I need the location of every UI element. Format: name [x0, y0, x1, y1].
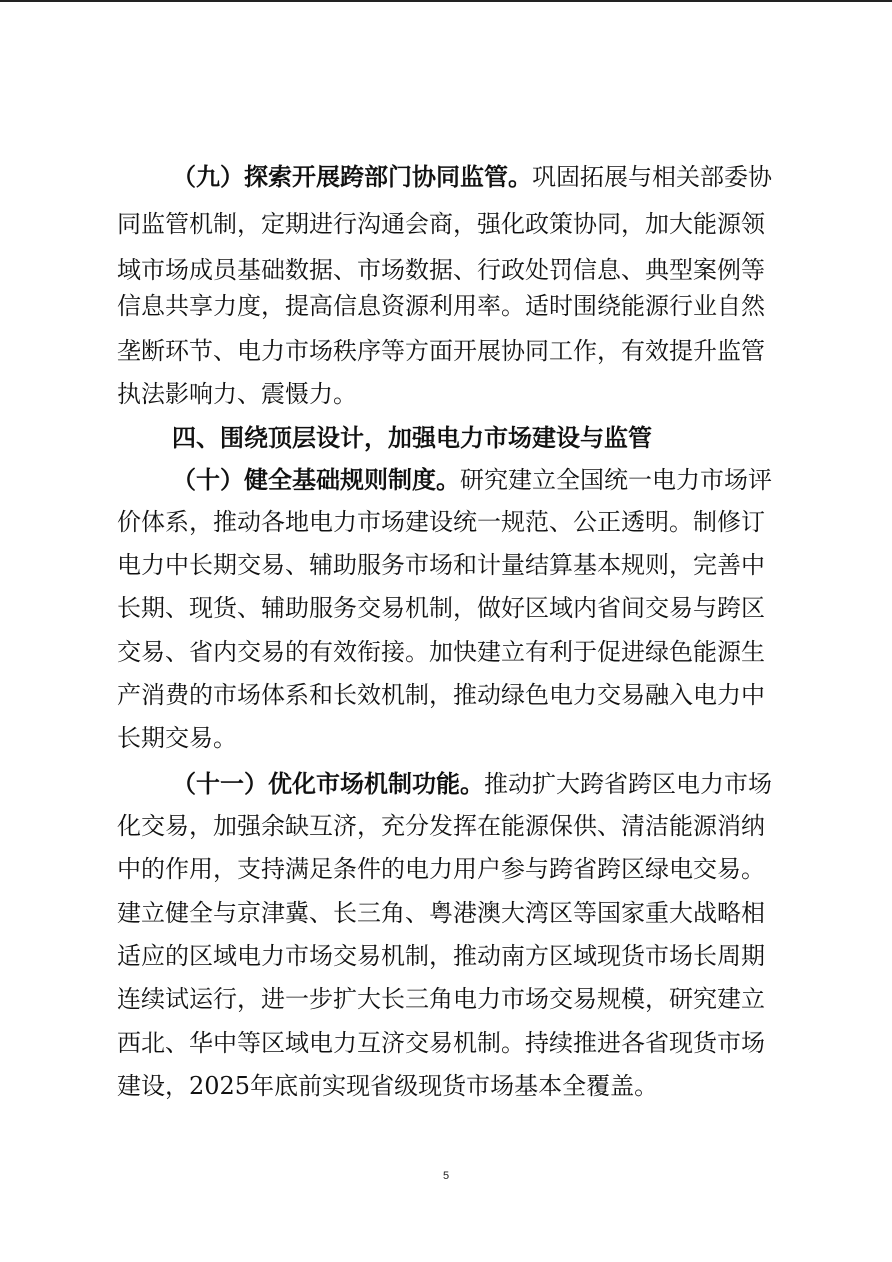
- section-9-line-3: 域市场成员基础数据、市场数据、行政处罚信息、典型案例等: [117, 256, 765, 284]
- section-10-text: 研究建立全国统一电力市场评: [460, 466, 772, 494]
- section-10-line-4: 长期、现货、辅助服务交易机制，做好区域内省间交易与跨区: [117, 594, 765, 622]
- section-9-line-6: 执法影响力、震慑力。: [117, 380, 357, 408]
- section-11-line-5: 适应的区域电力市场交易机制，推动南方区域现货市场长周期: [117, 942, 765, 970]
- section-11-line-7: 西北、华中等区域电力互济交易机制。持续推进各省现货市场: [117, 1029, 765, 1057]
- section-10-line-2: 价体系，推动各地电力市场建设统一规范、公正透明。制修订: [117, 508, 765, 536]
- section-11-line-8: 建设，2025年底前实现省级现货市场基本全覆盖。: [117, 1072, 659, 1100]
- section-9-line-2: 同监管机制，定期进行沟通会商，强化政策协同，加大能源领: [117, 210, 765, 238]
- section-11-line-6: 连续试运行，进一步扩大长三角电力市场交易规模，研究建立: [117, 985, 765, 1013]
- section-11-line-1: [0, 764, 892, 804]
- section-9-line-4: 信息共享力度，提高信息资源利用率。适时围绕能源行业自然: [117, 292, 765, 320]
- section-10-line-6: 产消费的市场体系和长效机制，推动绿色电力交易融入电力中: [117, 681, 765, 709]
- section-10-line-5: 交易、省内交易的有效衔接。加快建立有利于促进绿色能源生: [117, 638, 765, 666]
- section-11-text: 推动扩大跨省跨区电力市场: [484, 770, 772, 798]
- top-border: [0, 0, 892, 2]
- section-9-text: 巩固拓展与相关部委协: [532, 163, 772, 191]
- section-11-line-3: 中的作用，支持满足条件的电力用户参与跨省跨区绿电交易。: [117, 855, 765, 883]
- section-10-line-1: [0, 460, 892, 500]
- section-9-line-1: [0, 157, 892, 197]
- page-number: 5: [442, 1170, 450, 1182]
- section-10-heading: （十）健全基础规则制度。: [172, 466, 460, 494]
- section-10-line-7: 长期交易。: [117, 724, 237, 752]
- section-10-line-3: 电力中长期交易、辅助服务市场和计量结算基本规则，完善中: [117, 551, 765, 579]
- section-9-line-5: 垄断环节、电力市场秩序等方面开展协同工作，有效提升监管: [117, 337, 765, 365]
- section-11-line-2: 化交易，加强余缺互济，充分发挥在能源保供、清洁能源消纳: [117, 812, 765, 840]
- section-9-heading: （九）探索开展跨部门协同监管。: [172, 163, 532, 191]
- section-11-heading: （十一）优化市场机制功能。: [172, 770, 484, 798]
- part-4-title: 四、围绕顶层设计，加强电力市场建设与监管: [172, 424, 652, 452]
- section-11-line-4: 建立健全与京津冀、长三角、粤港澳大湾区等国家重大战略相: [117, 899, 765, 927]
